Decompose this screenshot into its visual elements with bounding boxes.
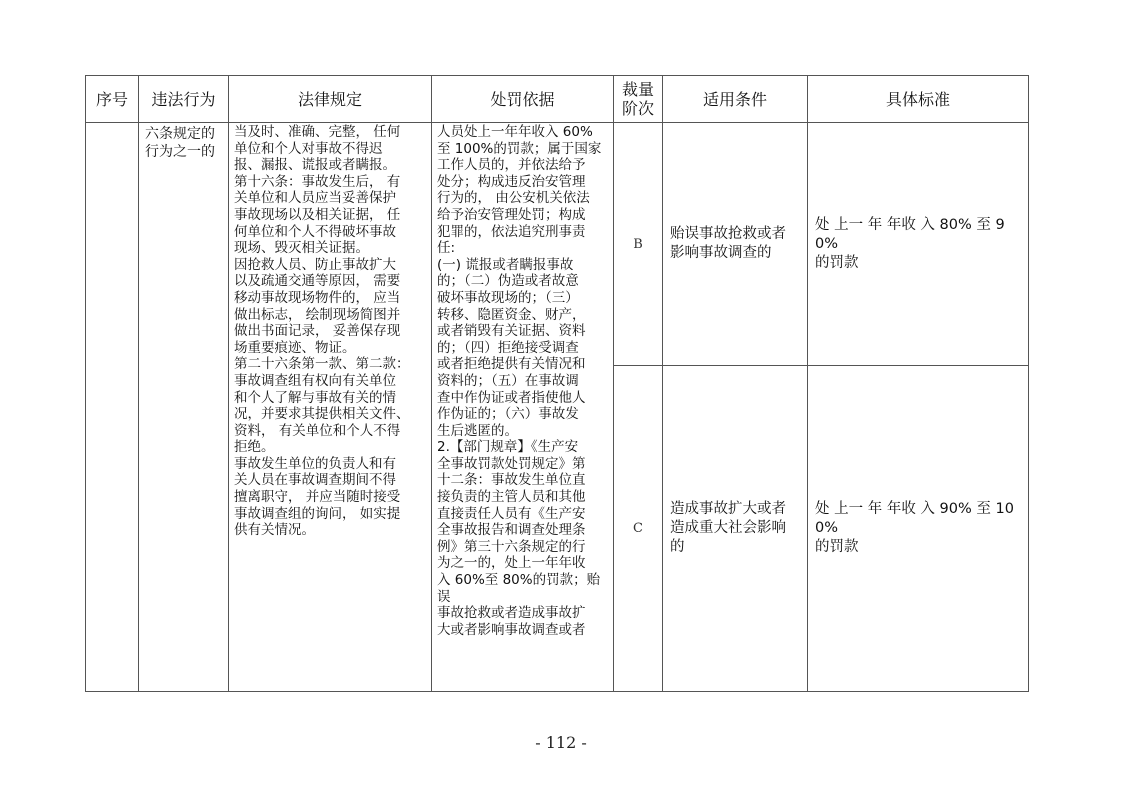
header-basis: 处罚依据 [432,76,614,123]
header-law: 法律规定 [229,76,432,123]
standard-c-text: 处 上一 年 年收 入 90% 至 100% 的罚款 [815,501,1014,555]
basis-cell [432,123,614,692]
header-violation: 违法行为 [139,76,229,123]
violation-text: 六条规定的 行为之一的 [145,126,215,160]
page-number: - 112 - [535,733,587,752]
header-level-text: 裁量 阶次 [621,80,654,118]
law-text: 当及时、准确、完整， 任何 单位和个人对事故不得迟 报、漏报、谎报或者瞒报。 第十六条：事故发生后， 有 关单位和人员应当妥善保护 事故现场以及相关证据， 任 何单位和个人不得破坏事故 现场、毁灭相关证据。 因抢救人员、防止事故扩大 以及疏通交通等原因， 需要 移动事故现场物件的， 应当 做出标志， 绘制现场简图并 做出书面记录， 妥善保存现 场重要痕迹、物证。 第二十六条第一款、第二款： 事故调查组有权向有关单位 和个人了解与事故有关的情 况，并要求其提供相关文件、 资料， 有关单位和个人不得 拒绝。 事故发生单位的负责人和有 关人员在事故调查期间不得 擅离职守， 并应当随时接受 事故调查组的询问， 如实提 供有关情况。 [234,124,410,539]
header-level [614,76,663,123]
condition-c-cell [663,366,808,692]
standard-c-cell [808,366,1029,692]
header-row [86,76,1029,123]
header-standard: 具体标准 [808,76,1029,123]
seq-text [86,123,138,124]
penalty-table [85,75,1029,692]
condition-b-cell [663,123,808,366]
standard-b-cell [808,123,1029,366]
seq-cell [86,123,139,692]
basis-text: 人员处上一年年收入 60% 至 100%的罚款；属于国家 工作人员的，并依法给予 处分；构成违反治安管理 行为的， 由公安机关依法 给予治安管理处罚；构成 犯罪的，依法追究刑事责 任: (一) 谎报或者瞒报事故 的；（二）伪造或者故意 破坏事故现场的；（三） 转移、隐匿资金、财产， 或者销毁有关证据、资料 的；（四）拒绝接受调查 或者拒绝提供有关情况和 资料的；（五）在事故调 查中作伪证或者指使他人 作伪证的；（六）事故发 生后逃匿的。 2.【部门规章】《生产安 全事故罚款处罚规定》第 十二条：事故发生单位直 接负责的主管人员和其他 直接责任人员有《生产安 全事故报告和调查处理条 例》第三十六条规定的行 为之一的，处上一年年收 入 60%至 80%的罚款；贻误 事故抢救或者造成事故扩 大或者影响事故调查或者 [437,124,602,638]
level-c-cell: C [614,366,663,692]
table-row [86,123,1029,366]
header-condition: 适用条件 [663,76,808,123]
condition-b-text: 贻误事故抢救或者 影响事故调查的 [670,226,786,261]
condition-c-text: 造成事故扩大或者 造成重大社会影响 的 [670,501,786,555]
standard-b-text: 处 上一 年 年收 入 80% 至 90% 的罚款 [815,216,1005,271]
law-cell [229,123,432,692]
level-b-cell: B [614,123,663,366]
header-seq: 序号 [86,76,139,123]
violation-cell [139,123,229,692]
